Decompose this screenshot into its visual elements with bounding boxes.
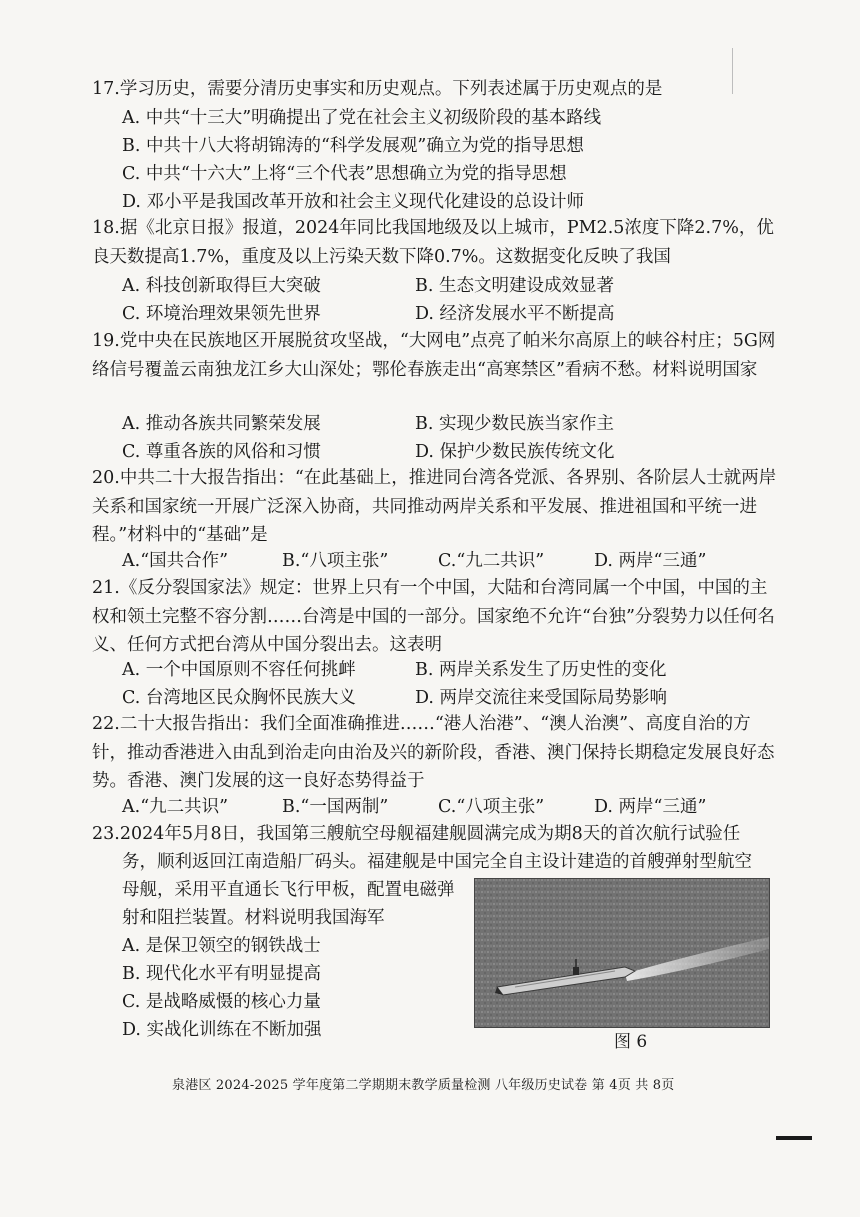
question-21-stem: 21.《反分裂国家法》规定：世界上只有一个中国，大陆和台湾同属一个中国，中国的主权和领土完整不容分割……台湾是中国的一部分。国家绝不允许“台独”分裂势力以任何名义、任何方式把台湾从中国分裂出去。这表明 (92, 578, 775, 655)
q23-option-a: A. 是保卫领空的钢铁战士 (122, 936, 321, 956)
question-23-stem-line-1: 23.2024年5月8日，我国第三艘航空母舰福建舰圆满完成为期8天的首次航行试验任 (92, 824, 741, 844)
scan-edge-dash (776, 1136, 812, 1140)
q18-option-a: A. 科技创新取得巨大突破 (122, 276, 321, 296)
q22-option-b: B.“一国两制” (282, 797, 389, 817)
q18-option-b: B. 生态文明建设成效显著 (415, 276, 614, 296)
q19-option-d: D. 保护少数民族传统文化 (415, 442, 615, 462)
q23-option-c: C. 是战略威慑的核心力量 (122, 992, 321, 1012)
q23-option-d: D. 实战化训练在不断加强 (122, 1020, 322, 1040)
q19-option-c: C. 尊重各族的风俗和习惯 (122, 442, 321, 462)
q21-option-b: B. 两岸关系发生了历史性的变化 (415, 660, 667, 680)
q18-option-d: D. 经济发展水平不断提高 (415, 304, 615, 324)
question-18-stem: 18.据《北京日报》报道，2024年同比我国地级及以上城市，PM2.5浓度下降2.7%，优良天数提高1.7%，重度及以上污染天数下降0.7%。这数据变化反映了我国 (92, 218, 774, 267)
q22-option-a: A.“九二共识” (122, 797, 229, 817)
question-23-stem-line-2: 务，顺利返回江南造船厂码头。福建舰是中国完全自主设计建造的首艘弹射型航空 (122, 852, 752, 872)
q21-option-a: A. 一个中国原则不容任何挑衅 (122, 660, 356, 680)
q17-option-a: A. 中共“十三大”明确提出了党在社会主义初级阶段的基本路线 (122, 108, 602, 128)
q17-option-b: B. 中共十八大将胡锦涛的“科学发展观”确立为党的指导思想 (122, 136, 584, 156)
q21-option-d: D. 两岸交流往来受国际局势影响 (415, 688, 668, 708)
aircraft-carrier-photo (474, 878, 770, 1028)
question-23-stem-line-4: 射和阻拦装置。材料说明我国海军 (122, 908, 385, 928)
q17-option-d: D. 邓小平是我国改革开放和社会主义现代化建设的总设计师 (122, 192, 585, 212)
q20-option-a: A.“国共合作” (122, 551, 229, 571)
q20-option-d: D. 两岸“三通” (594, 551, 707, 571)
q20-option-b: B.“八项主张” (282, 551, 389, 571)
q20-option-c: C.“九二共识” (438, 551, 545, 571)
figure-caption: 图 6 (614, 1032, 648, 1052)
question-23-stem-line-3: 母舰，采用平直通长飞行甲板，配置电磁弹 (122, 880, 455, 900)
aircraft-carrier-icon (475, 879, 769, 1027)
question-17-stem: 17.学习历史，需要分清历史事实和历史观点。下列表述属于历史观点的是 (92, 79, 663, 99)
page-footer: 泉港区 2024-2025 学年度第二学期期末教学质量检测 八年级历史试卷 第 4页 共 8页 (172, 1078, 675, 1093)
question-22-stem: 22.二十大报告指出：我们全面准确推进……“港人治港”、“澳人治澳”、高度自治的方针，推动香港进入由乱到治走向由治及兴的新阶段，香港、澳门保持长期稳定发展良好态势。香港、澳门发展的这一良好态势得益于 (92, 714, 775, 791)
q22-option-d: D. 两岸“三通” (594, 797, 707, 817)
q18-option-c: C. 环境治理效果领先世界 (122, 304, 321, 324)
q22-option-c: C.“八项主张” (438, 797, 545, 817)
question-20-stem: 20.中共二十大报告指出：“在此基础上，推进同台湾各党派、各界别、各阶层人士就两岸关系和国家统一开展广泛深入协商，共同推动两岸关系和平发展、推进祖国和平统一进程。”材料中的“基础”是 (92, 468, 777, 545)
q17-option-c: C. 中共“十六大”上将“三个代表”思想确立为党的指导思想 (122, 164, 567, 184)
q19-option-b: B. 实现少数民族当家作主 (415, 414, 614, 434)
q19-option-a: A. 推动各族共同繁荣发展 (122, 414, 321, 434)
q23-option-b: B. 现代化水平有明显提高 (122, 964, 321, 984)
question-19-stem: 19.党中央在民族地区开展脱贫攻坚战，“大网电”点亮了帕米尔高原上的峡谷村庄；5G网络信号覆盖云南独龙江乡大山深处；鄂伦春族走出“高寒禁区”看病不愁。材料说明国家 (92, 331, 776, 380)
q21-option-c: C. 台湾地区民众胸怀民族大义 (122, 688, 356, 708)
